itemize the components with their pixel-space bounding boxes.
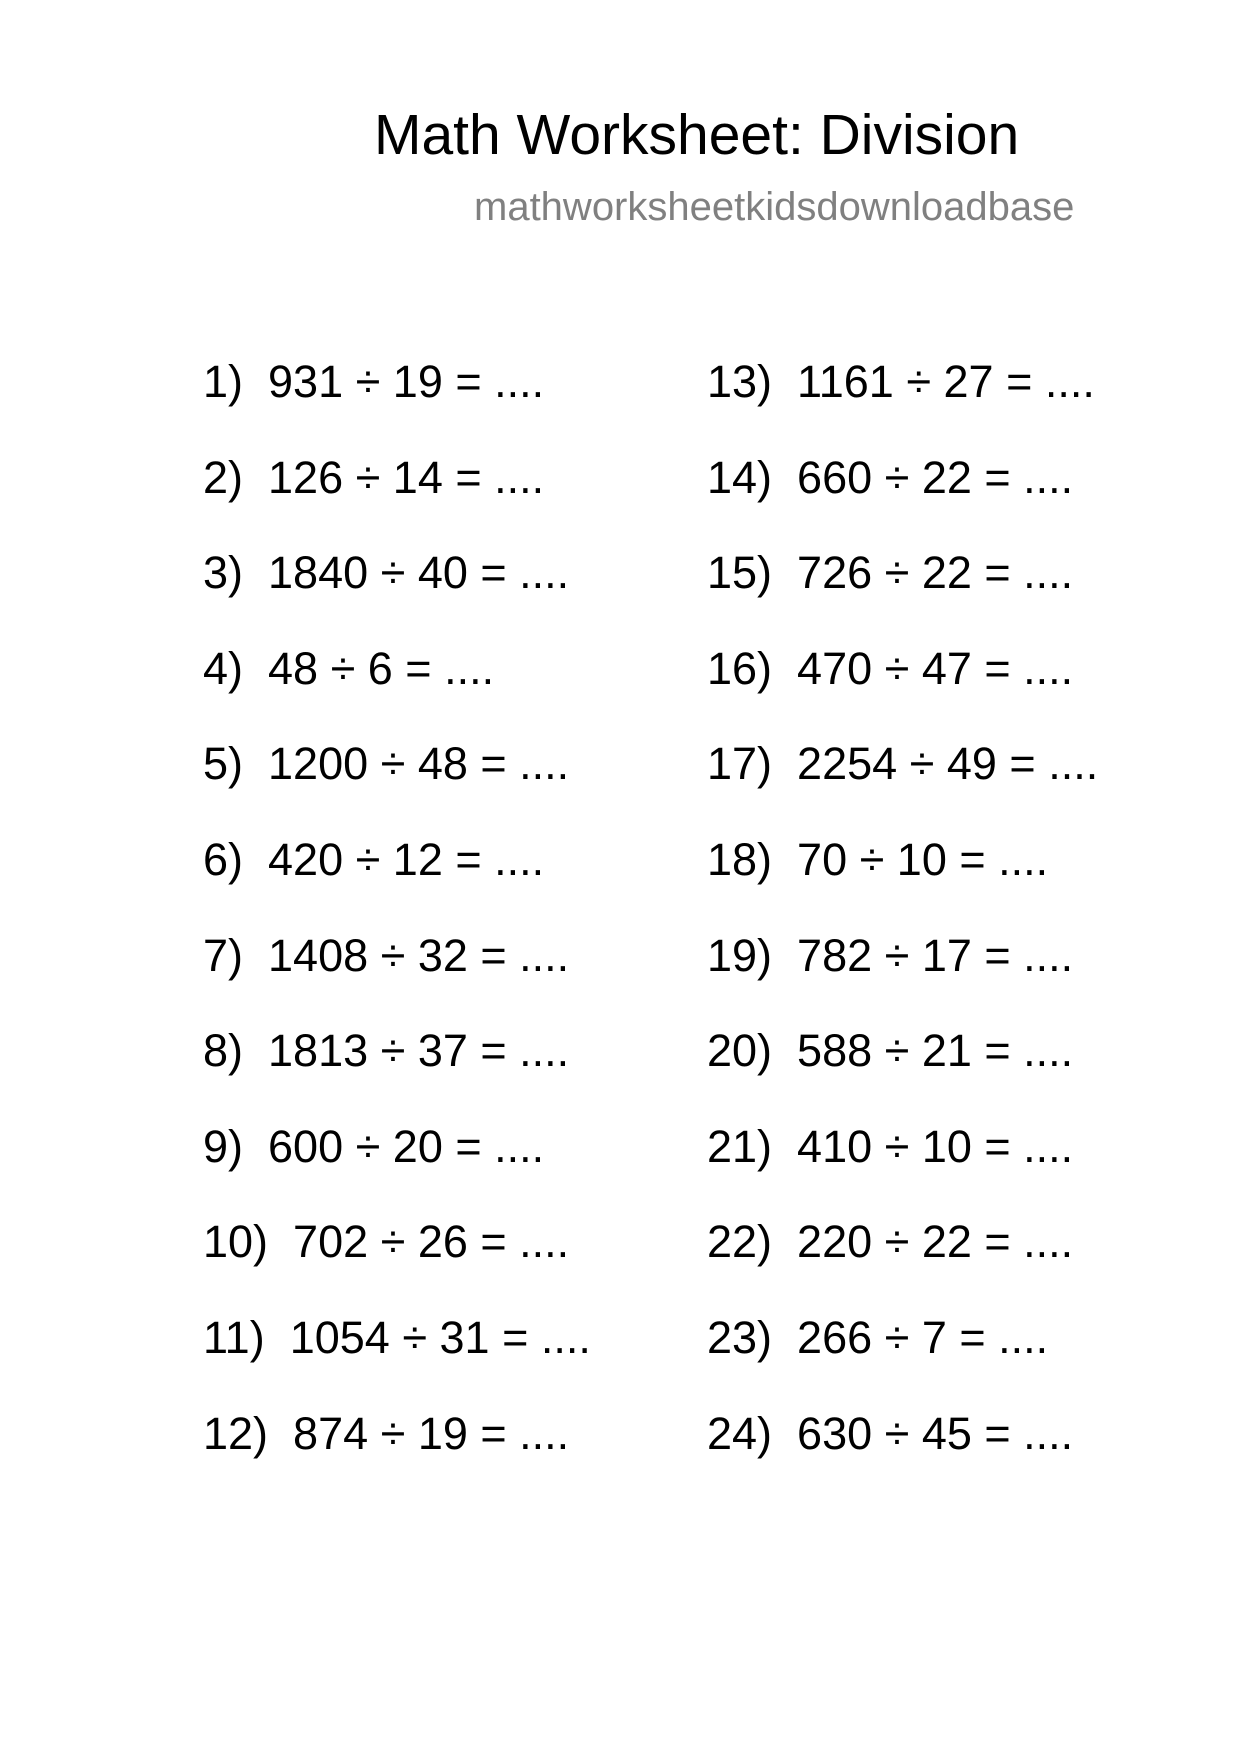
problems-left-column (203, 354, 591, 1501)
problem: 12) 874 ÷ 19 = .... (203, 1407, 570, 1459)
problem: 7) 1408 ÷ 32 = .... (203, 929, 570, 981)
problem: 15) 726 ÷ 22 = .... (707, 547, 1074, 599)
problem: 11) 1054 ÷ 31 = .... (203, 1311, 591, 1363)
problem: 5) 1200 ÷ 48 = .... (203, 738, 570, 790)
problem: 4) 48 ÷ 6 = .... (203, 642, 495, 694)
problem: 17) 2254 ÷ 49 = .... (707, 738, 1099, 790)
problem: 18) 70 ÷ 10 = .... (707, 833, 1049, 885)
problem: 14) 660 ÷ 22 = .... (707, 451, 1074, 503)
problem: 19) 782 ÷ 17 = .... (707, 929, 1074, 981)
problem: 10) 702 ÷ 26 = .... (203, 1216, 570, 1268)
problem: 20) 588 ÷ 21 = .... (707, 1025, 1074, 1077)
problem: 16) 470 ÷ 47 = .... (707, 642, 1074, 694)
problem: 9) 600 ÷ 20 = .... (203, 1120, 545, 1172)
problems-right-column (707, 354, 1098, 1501)
problem: 6) 420 ÷ 12 = .... (203, 833, 545, 885)
problem: 2) 126 ÷ 14 = .... (203, 451, 545, 503)
problem: 24) 630 ÷ 45 = .... (707, 1407, 1074, 1459)
problem: 3) 1840 ÷ 40 = .... (203, 547, 570, 599)
problem: 1) 931 ÷ 19 = .... (203, 356, 545, 407)
problem: 23) 266 ÷ 7 = .... (707, 1311, 1049, 1363)
problem: 13) 1161 ÷ 27 = .... (707, 356, 1095, 407)
problem: 8) 1813 ÷ 37 = .... (203, 1025, 570, 1077)
problem: 21) 410 ÷ 10 = .... (707, 1120, 1074, 1172)
page-title: Math Worksheet: Division (374, 103, 1020, 167)
site-subtitle: mathworksheetkidsdownloadbase (474, 185, 1075, 229)
problem: 22) 220 ÷ 22 = .... (707, 1216, 1074, 1268)
